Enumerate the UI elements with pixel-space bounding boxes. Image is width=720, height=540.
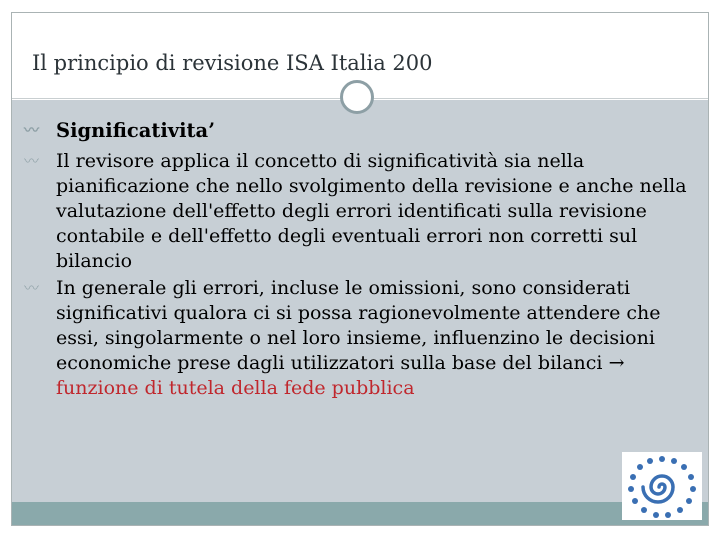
paragraph-1-text: Il revisore applica il concetto di significatività sia nella pianificazione che nello svolgimento della revisione e anche nella valutazione dell'effetto degli errori identificati sulla revisione contabile e dell'effetto degli eventuali errori non corretti sul bilancio <box>56 150 687 272</box>
wave-bullet-icon: 〰 <box>24 121 40 139</box>
bullet-heading <box>18 118 698 143</box>
heading-text: Significativita’ <box>56 119 215 142</box>
arrow-icon: → <box>608 352 625 374</box>
slide-title: Il principio di revisione ISA Italia 200 <box>32 51 433 75</box>
wave-bullet-icon: 〰 <box>24 152 40 170</box>
spiral-sun-logo-graphic <box>622 452 702 520</box>
paragraph-2-text: In generale gli errori, incluse le omissioni, sono considerati significativi qualora ci si possa ragionevolmente attendere che essi, singolarmente o nel loro insieme, influenzino le decisioni economiche prese dagli utilizzatori sulla base del bilanci <box>56 277 661 374</box>
highlight-text: funzione di tutela della fede pubblica <box>56 377 415 399</box>
spiral-sun-logo <box>622 452 702 520</box>
footer-bar <box>12 502 708 525</box>
circle-ornament-icon <box>340 80 374 114</box>
slide-body <box>18 118 698 403</box>
wave-bullet-icon: 〰 <box>24 279 40 297</box>
bullet-paragraph-1 <box>18 149 698 274</box>
bullet-paragraph-2 <box>18 276 698 401</box>
